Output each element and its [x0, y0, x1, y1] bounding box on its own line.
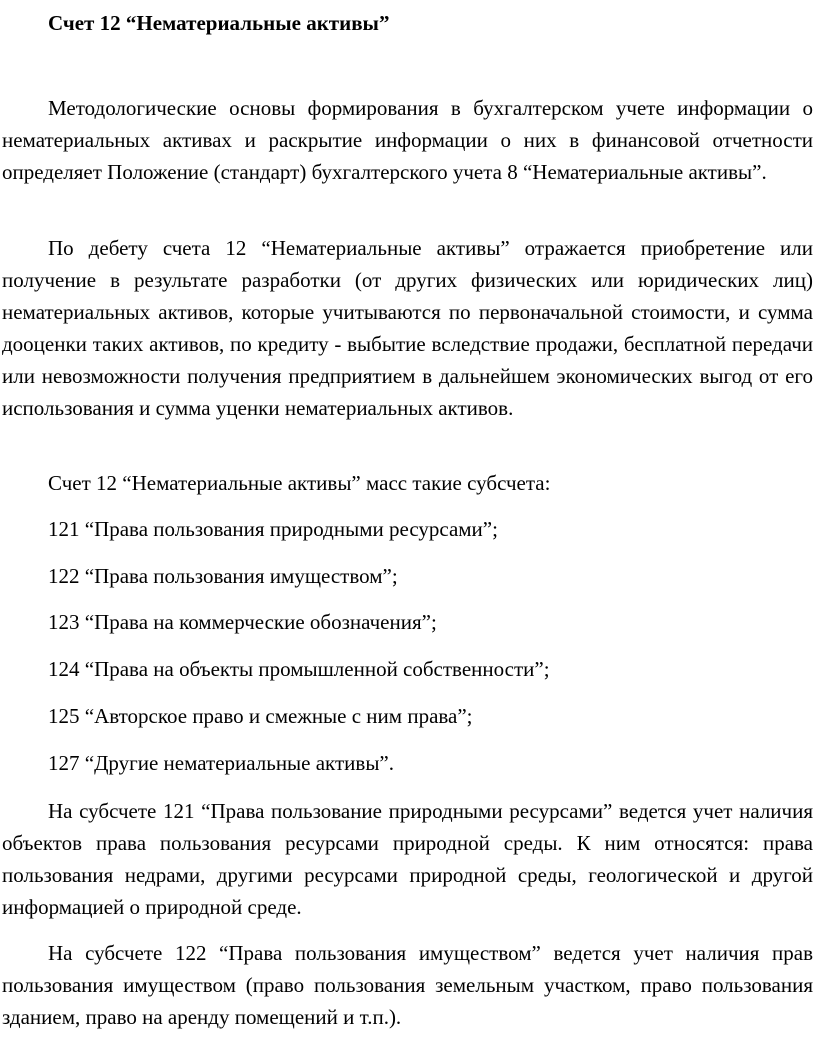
paragraph-subaccount-121: На субсчете 121 “Права пользование природными ресурсами” ведется учет наличия объектов права пользования ресурсами природной среды. К ним относятся: права пользования недрами, другими ресурсами природной среды, геологической и другой информацией о природной среде.: [2, 799, 813, 919]
subaccount-item-127: 127 “Другие нематериальные активы”.: [48, 751, 394, 775]
subaccount-item-122: 122 “Права пользования имуществом”;: [48, 564, 398, 588]
paragraph-debit-credit: По дебету счета 12 “Нематериальные активы” отражается приобретение или получение в результате разработки (от других физических или юридических лиц) нематериальных активов, которые учитываются по первоначальной стоимости, и сумма дооценки таких активов, по кредиту - выбытие вследствие продажи, бесплатной передачи или невозможности получения предприятием в дальнейшем экономических выгод от его использования и сумма уценки нематериальных активов.: [2, 236, 813, 420]
subaccount-item-125: 125 “Авторское право и смежные с ним права”;: [48, 704, 473, 728]
subaccounts-intro: Счет 12 “Нематериальные активы” масс такие субсчета:: [48, 471, 551, 495]
paragraph-subaccount-122: На субсчете 122 “Права пользования имуществом” ведется учет наличия прав пользования имуществом (право пользования земельным участком, право пользования зданием, право на аренду помещений и т.п.).: [2, 941, 813, 1029]
subaccount-item-124: 124 “Права на объекты промышленной собственности”;: [48, 657, 550, 681]
document-title: Счет 12 “Нематериальные активы”: [48, 11, 390, 35]
subaccount-item-121: 121 “Права пользования природными ресурсами”;: [48, 517, 498, 541]
paragraph-methodology: Методологические основы формирования в бухгалтерском учете информации о нематериальных активах и раскрытие информации о них в финансовой отчетности определяет Положение (стандарт) бухгалтерского учета 8 “Нематериальные активы”.: [2, 96, 813, 184]
subaccount-item-123: 123 “Права на коммерческие обозначения”;: [48, 610, 437, 634]
